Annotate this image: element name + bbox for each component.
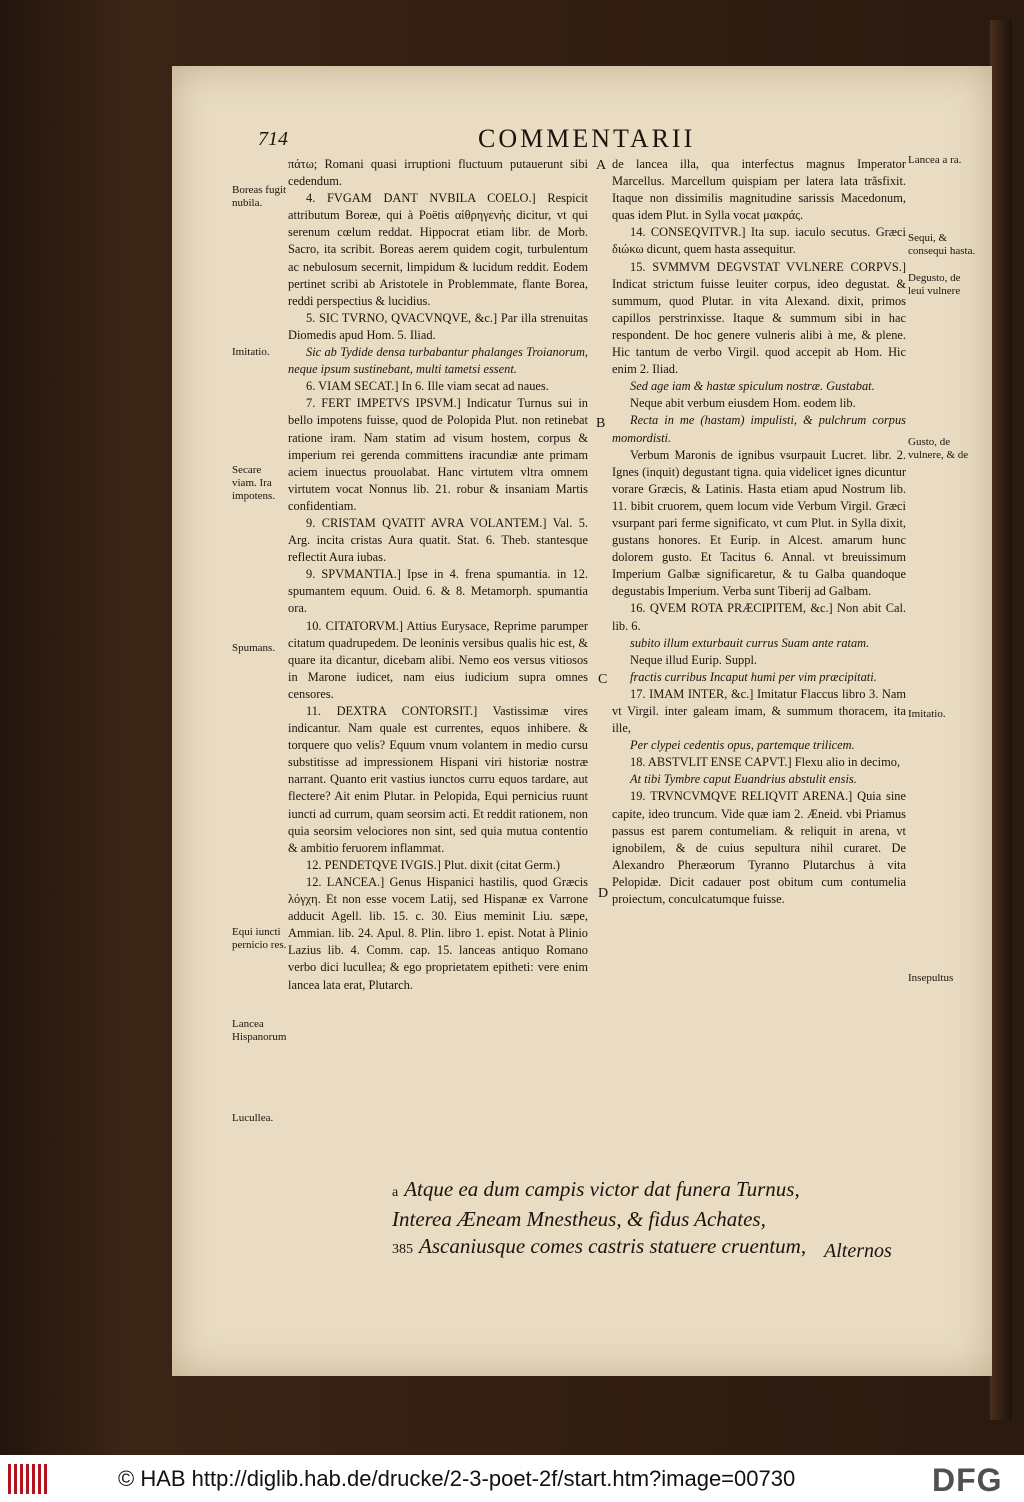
verse-marker: a bbox=[392, 1185, 399, 1200]
footer-bar bbox=[0, 1455, 1024, 1502]
paragraph: 19. TRVNCVMQVE RELIQVIT ARENA.] Quia sine capite, ideo truncum. Vide quæ iam 2. Æneid. vbi Priamus passus est parem contumeliam. & reliquit in arena, vt ignobilem, & de cuius sepultura nihil curaret. De Alexandro Pheræorum Tyranno Plutarchus à vita Pelopidæ. Dicit cadauer post obitum cum contumelia proiectum, conculcatumque fuisse. bbox=[612, 789, 906, 907]
margin-note-left: Lucullea. bbox=[232, 1112, 274, 1124]
paragraph: 9. SPVMANTIA.] Ipse in 4. frena spumantia. in 12. spumantem equum. Ouid. 6. & 8. Metamorph. spumantia ora. bbox=[288, 567, 588, 616]
quotation: Sic ab Tydide densa turbabantur phalanges Troianorum, neque ipsum sustinebant, multi tametsi essent. bbox=[288, 345, 588, 377]
paragraph: 14. CONSEQVITVR.] Ita sup. iaculo secutus. Græci διώκω dicunt, quem hasta assequitur. bbox=[612, 225, 906, 257]
verse-line bbox=[392, 1176, 912, 1206]
quotation: Per clypei cedentis opus, partemque trilicem. bbox=[630, 738, 855, 753]
page-number: 714 bbox=[258, 128, 288, 150]
quotation: subito illum exturbauit currus Suam ante ratam. bbox=[630, 635, 870, 650]
quotation: At tibi Tymbre caput Euandrius abstulit ensis. bbox=[630, 772, 857, 787]
paragraph: 4. FVGAM DANT NVBILA COELO.] Respicit attributum Boreæ, qui à Poëtis αἰθρηγενὴς dicitur, vt qui serenum cœlum reddat. Hippocrat etiam libr. de Morb. Sacro, ita scribit. Boreas aerem quidem cogit, turbulentum ac nebulosum secernit, limpidum & lucidum reddit. Eodem pertinet scribi ab Aristotele in Problemmate, flante Borea, reddi perspectius & lucidius. bbox=[288, 191, 588, 308]
margin-note-right: Sequi, & consequi hasta. bbox=[908, 232, 976, 257]
margin-note-left: Imitatio. bbox=[232, 346, 270, 358]
margin-note-right: Gusto, de vulnere, & de bbox=[908, 436, 969, 461]
running-head: COMMENTARII bbox=[478, 124, 696, 153]
verse-text: Interea Æneam Mnestheus, & fidus Achates, bbox=[392, 1207, 766, 1231]
source-link[interactable]: © HAB http://diglib.hab.de/drucke/2-3-poet-2f/start.htm?image=00730 bbox=[118, 1466, 796, 1491]
verse-text: Atque ea dum campis victor dat funera Turnus, bbox=[404, 1177, 800, 1201]
section-letter: A bbox=[596, 158, 607, 173]
margin-note-left: Equi iuncti pernicio res. bbox=[232, 926, 287, 951]
margin-note-left: Spumans. bbox=[232, 642, 276, 654]
quotation: Recta in me (hastam) impulisti, & pulchrum corpus momordisti. bbox=[612, 413, 906, 445]
paragraph: de lancea illa, qua interfectus magnus Imperator Marcellus. Marcellum quispiam per latera lata trãsfixit. Itaque non dissimilis magnitudine sarissis Macedonum, quas idem Plut. in Sylla vocat μακράς. bbox=[612, 157, 906, 223]
dfg-logo: DFG bbox=[932, 1462, 1003, 1498]
quotation: Sed age iam & hastæ spiculum nostræ. Gustabat. bbox=[630, 379, 875, 394]
margin-note-right: Insepultus bbox=[908, 972, 954, 984]
section-letter: B bbox=[596, 416, 606, 431]
paragraph: Verbum Maronis de ignibus vsurpauit Lucret. libr. 2. Ignes (inquit) degustant tigna. quia videlicet ignes dicuntur vorare Græcis, & Latinis. Hasta etiam apud Nostrum lib. 11. bibit cruorem, quem locum vide Verbum Virgil. Græci vsurpant pari ferme significato, vt cum Plut. in Sylla dixit, gustans honores. Et Eurip. in Alcest. amarum hunc dolorem gusto. Et Tacitus 6. Annal. vt breuissimum Imperium Galbæ significaretur, & tu Galba quandoque degustabis Imperium. Verba sunt Tiberij ad Galbam. bbox=[612, 447, 906, 599]
paragraph: 12. PENDETQVE IVGIS.] Plut. dixit (citat Germ.) bbox=[306, 857, 560, 872]
paragraph: 10. CITATORVM.] Attius Eurysace, Reprime parumper citatum quadrupedem. De leoninis versibus qualis hic est, & quare ita dicantur, dicebam alibi. Nemo eos versus vitiosos in Marone iudicet, nam eius iudicium supra omnes censores. bbox=[288, 618, 588, 701]
paragraph: 9. CRISTAM QVATIT AVRA VOLANTEM.] Val. 5. Arg. incita cristas Aura quatit. Stat. 6. Theb. stantesque reflectit Aura iubas. bbox=[288, 515, 588, 565]
paragraph: 18. ABSTVLIT ENSE CAPVT.] Flexu alio in decimo, bbox=[630, 755, 901, 770]
page-header bbox=[258, 124, 898, 154]
margin-note-right: Lancea a ra. bbox=[908, 154, 962, 166]
paragraph: 7. FERT IMPETVS IPSVM.] Indicatur Turnus sui in bello impotens fuisse, quod de Polopida Plut. non retinebat ratione iram. Nam statim ad visum hostem, corpus & imperium rei gerenda committens iracundiæ ante primam aciem inuectus prouolabat. Hanc virtutem vltra omnem virtutem vocat Nonnus lib. 21. robur & insaniam Martis confidentiam. bbox=[288, 396, 588, 513]
margin-note-left: Boreas fugit nubila. bbox=[232, 184, 287, 209]
section-letter: D bbox=[598, 886, 609, 901]
paragraph: 16. QVEM ROTA PRÆCIPITEM, &c.] Non abit Cal. lib. 6. bbox=[612, 601, 906, 633]
verse-text: Ascaniusque comes castris statuere cruentum, bbox=[419, 1234, 807, 1258]
section-letter: C bbox=[598, 672, 608, 687]
margin-note-left: Lancea Hispanorum bbox=[232, 1018, 287, 1043]
quotation: fractis curribus Incaput humi per vim præcipitati. bbox=[630, 669, 877, 684]
paragraph: 5. SIC TVRNO, QVACVNQVE, &c.] Par illa strenuitas Diomedis apud Hom. 5. Iliad. bbox=[288, 310, 588, 342]
paragraph: Neque abit verbum eiusdem Hom. eodem lib. bbox=[630, 396, 856, 411]
right-column bbox=[612, 156, 906, 908]
paragraph: 6. VIAM SECAT.] In 6. Ille viam secat ad naues. bbox=[306, 379, 549, 394]
paragraph: 17. IMAM INTER, &c.] Imitatur Flaccus libro 3. Nam vt Virgil. inter galeam imam, & summum thoracem, ita ille, bbox=[612, 686, 906, 736]
paragraph: Neque illud Eurip. Suppl. bbox=[630, 652, 757, 667]
book-edge bbox=[990, 20, 1012, 1420]
paragraph: 11. DEXTRA CONTORSIT.] Vastissimæ vires indicantur. Nam quale est currentes, equos inhibere. & torquere quo velis? Equum vnum volantem in medio cursu substitisse ad impressionem Hispani viri historiæ nostræ narrant. Quanto erit vastius iunctos curru equos tardare, aut flectere? Ait enim Plutar. in Pelopida, Equi pernicius ruunt iuncti ad currum, quam seorsim acti. Et reddit rationem, non quia seorsim velociores non sint, sed quia mutua contentio & ambitio feruorem inflammat. bbox=[288, 704, 588, 855]
catchword: Alternos bbox=[824, 1240, 892, 1262]
left-column bbox=[288, 156, 588, 994]
paragraph: 12. LANCEA.] Genus Hispanici hastilis, quod Græcis λόγχη. Et non esse vocem Latij, sed Hispanæ ex Varrone adducit Agell. lib. 15. c. 30. Eius meminit Liu. sæpe, Ammian. lib. 24. Apul. 8. Plin. libro 1. epist. Notat à Plinio Lazius lib. 4. Comm. cap. 15. lanceas antiquo Romano verbo dici lucullea; & ego proprietatem epitheti: vere enim lancea lata erat, Plutarch. bbox=[288, 874, 588, 992]
margin-note-right: Imitatio. bbox=[908, 708, 946, 720]
verse-line bbox=[392, 1206, 912, 1233]
paragraph: πάτω; Romani quasi irruptioni fluctuum putauerunt sibi cedendum. bbox=[288, 157, 588, 189]
margin-note-right: Degusto, de leui vulnere bbox=[908, 272, 961, 297]
margin-note-left: Secare viam. Ira impotens. bbox=[232, 464, 276, 502]
hab-logo-icon bbox=[8, 1464, 50, 1494]
book-page bbox=[172, 66, 992, 1376]
verse-line-number: 385 bbox=[392, 1242, 413, 1257]
paragraph: 15. SVMMVM DEGVSTAT VVLNERE CORPVS.] Indicat strictum fuisse leuiter corpus, ideo degustat. & summum, quod Plutar. in vita Alexand. dixit, primos capillos perstrinxisse. Itaque & summum sibi in hac respondent. De hoc genere vulneris alibi à me, & plene. Hic tantum de verbo Virgil. quod accepit ab Hom. Hic enim 2. Iliad. bbox=[612, 259, 906, 377]
